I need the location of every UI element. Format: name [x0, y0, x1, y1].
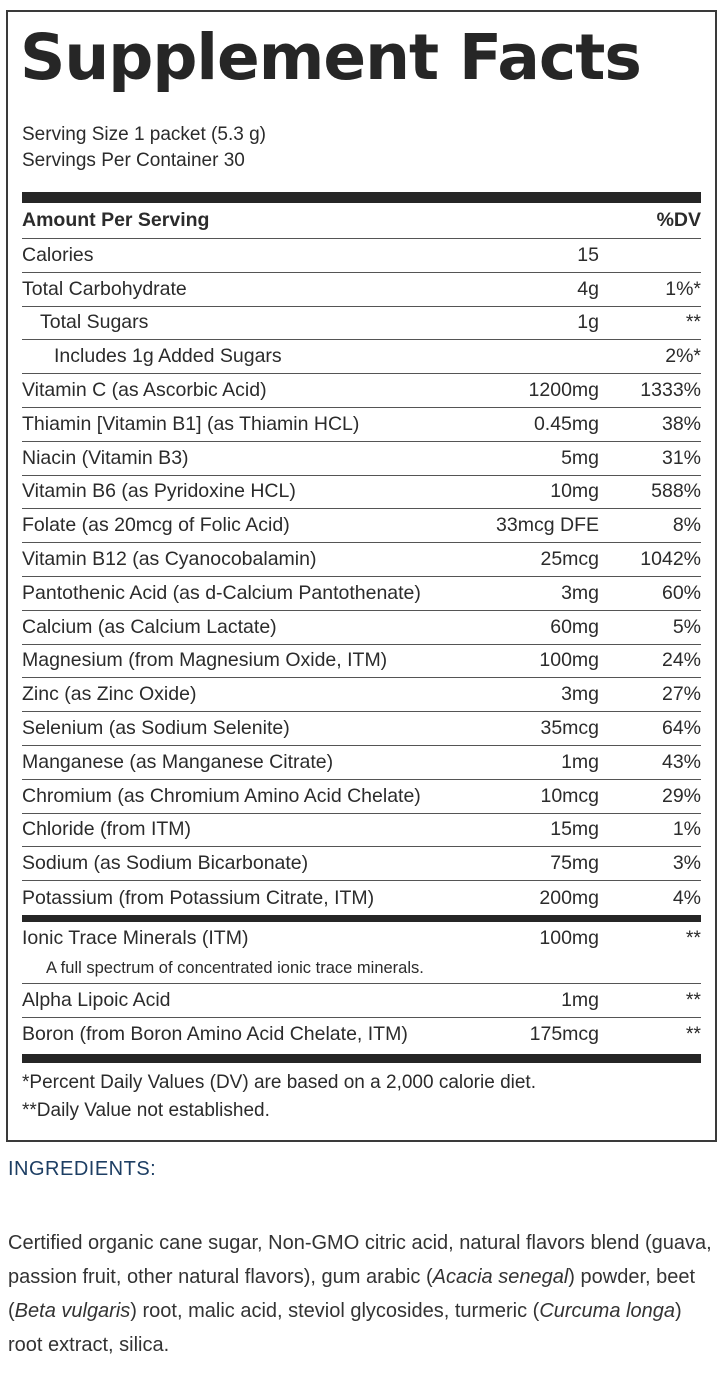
- row-name: Magnesium (from Magnesium Oxide, ITM): [22, 649, 388, 672]
- table-header: [22, 203, 701, 239]
- row-dv: 31%: [661, 446, 701, 469]
- table-row: [22, 922, 701, 956]
- row-dv: 4%: [672, 886, 701, 909]
- row-amount: 15mg: [550, 818, 599, 841]
- table-row: [22, 712, 701, 746]
- footnotes: [22, 1063, 701, 1125]
- row-amount: 35mcg: [540, 717, 599, 740]
- row-amount: 1mg: [561, 988, 599, 1011]
- row-name: Calcium (as Calcium Lactate): [22, 615, 277, 638]
- table-row: [22, 847, 701, 881]
- row-name: Vitamin B12 (as Cyanocobalamin): [22, 548, 317, 571]
- row-dv: 64%: [661, 717, 701, 740]
- row-dv: 27%: [661, 683, 701, 706]
- medium-divider: [22, 915, 701, 922]
- row-dv: 588%: [651, 480, 701, 503]
- row-dv: 1%: [672, 818, 701, 841]
- table-row: [22, 746, 701, 780]
- row-amount: 0.45mg: [533, 412, 599, 435]
- row-name: Calories: [22, 243, 94, 266]
- row-dv: 43%: [661, 750, 701, 773]
- table-row: [22, 780, 701, 814]
- row-amount: 10mg: [550, 480, 599, 503]
- row-name: Total Sugars: [40, 311, 149, 334]
- table-row: [22, 476, 701, 510]
- row-dv: 1%*: [665, 277, 701, 300]
- table-row: [22, 1018, 701, 1052]
- table-row: [22, 408, 701, 442]
- row-name: Pantothenic Acid (as d-Calcium Pantothenate): [22, 581, 421, 604]
- table-row: [22, 509, 701, 543]
- row-name: Vitamin B6 (as Pyridoxine HCL): [22, 480, 296, 503]
- ingredients-heading: INGREDIENTS:: [8, 1158, 157, 1180]
- itm-note: A full spectrum of concentrated ionic trace minerals.: [22, 956, 701, 984]
- row-amount: 175mcg: [529, 1023, 599, 1046]
- row-dv: 8%: [672, 514, 701, 537]
- row-amount: 3mg: [561, 581, 599, 604]
- ingredients-part: ) root, malic acid, steviol glycosides, turmeric (: [130, 1300, 540, 1322]
- row-amount: 3mg: [561, 683, 599, 706]
- ingredients-part: ) powder, beet (: [8, 1266, 696, 1322]
- table-row: [22, 273, 701, 307]
- row-dv: 60%: [661, 581, 701, 604]
- row-amount: 10mcg: [540, 784, 599, 807]
- ingredients-part: Certified organic cane sugar, Non-GMO citric acid, natural flavors blend (guava, passion fruit, other natural flavors), gum arabic (: [8, 1232, 712, 1288]
- row-name: Thiamin [Vitamin B1] (as Thiamin HCL): [22, 412, 360, 435]
- ingredients-italic: Acacia senegal: [432, 1266, 569, 1288]
- row-amount: 200mg: [539, 886, 599, 909]
- table-row: [22, 442, 701, 476]
- panel-title: Supplement Facts: [20, 21, 641, 94]
- row-name: Folate (as 20mcg of Folic Acid): [22, 514, 290, 537]
- row-dv: 2%*: [665, 345, 701, 368]
- row-name: Potassium (from Potassium Citrate, ITM): [22, 886, 375, 909]
- serving-size: Serving Size 1 packet (5.3 g): [22, 124, 266, 145]
- row-name: Vitamin C (as Ascorbic Acid): [22, 379, 267, 402]
- serving-info: [22, 122, 701, 174]
- row-amount: 1200mg: [528, 379, 599, 402]
- row-dv: **: [685, 311, 701, 334]
- nutrient-rows: [22, 239, 701, 915]
- row-name: Chromium (as Chromium Amino Acid Chelate): [22, 784, 421, 807]
- row-amount: 5mg: [561, 446, 599, 469]
- footnote-not-established: **Daily Value not established.: [22, 1099, 270, 1121]
- table-row: [22, 307, 701, 341]
- table-row: [22, 340, 701, 374]
- row-dv: 38%: [661, 412, 701, 435]
- row-dv: 1042%: [640, 548, 701, 571]
- servings-per-container: Servings Per Container 30: [22, 150, 245, 171]
- row-dv: 3%: [672, 852, 701, 875]
- row-dv: **: [685, 1023, 701, 1046]
- row-amount: 15: [577, 243, 599, 266]
- row-amount: 100mg: [539, 649, 599, 672]
- supplement-facts-panel: [6, 10, 717, 1142]
- table-row: [22, 374, 701, 408]
- ingredients-italic: Curcuma longa: [539, 1300, 675, 1322]
- table-row: [22, 881, 701, 915]
- row-name: Chloride (from ITM): [22, 818, 192, 841]
- table-row: [22, 543, 701, 577]
- thick-divider: [22, 1054, 701, 1063]
- header-dv: %DV: [656, 209, 701, 231]
- row-amount: 4g: [577, 277, 599, 300]
- row-amount: 33mcg DFE: [496, 514, 599, 537]
- row-name: Alpha Lipoic Acid: [22, 988, 171, 1011]
- row-dv: 5%: [672, 615, 701, 638]
- ingredients-italic: Beta vulgaris: [14, 1300, 131, 1322]
- row-amount: 1mg: [561, 750, 599, 773]
- row-name: Manganese (as Manganese Citrate): [22, 750, 334, 773]
- table-row: [22, 645, 701, 679]
- row-amount: 100mg: [539, 927, 599, 950]
- row-name: Selenium (as Sodium Selenite): [22, 717, 290, 740]
- row-name: Zinc (as Zinc Oxide): [22, 683, 197, 706]
- ingredients-text: [8, 1226, 716, 1362]
- row-dv: 1333%: [640, 379, 701, 402]
- row-name: Ionic Trace Minerals (ITM): [22, 927, 249, 950]
- table-row: [22, 611, 701, 645]
- row-dv: 29%: [661, 784, 701, 807]
- row-amount: 1g: [577, 311, 599, 334]
- row-name: Total Carbohydrate: [22, 277, 187, 300]
- row-name: Includes 1g Added Sugars: [54, 345, 282, 368]
- row-amount: 75mg: [550, 852, 599, 875]
- header-amount: Amount Per Serving: [22, 209, 210, 231]
- table-row: [22, 678, 701, 712]
- row-name: Niacin (Vitamin B3): [22, 446, 189, 469]
- row-amount: 25mcg: [540, 548, 599, 571]
- row-name: Boron (from Boron Amino Acid Chelate, ITM): [22, 1023, 408, 1046]
- thick-divider: [22, 192, 701, 203]
- ingredients-part: ) root extract, silica.: [8, 1300, 682, 1356]
- row-dv: **: [685, 988, 701, 1011]
- row-amount: 60mg: [550, 615, 599, 638]
- footnote-dv: *Percent Daily Values (DV) are based on a 2,000 calorie diet.: [22, 1071, 536, 1093]
- table-row: [22, 239, 701, 273]
- table-row: [22, 577, 701, 611]
- row-dv: 24%: [661, 649, 701, 672]
- row-name: Sodium (as Sodium Bicarbonate): [22, 852, 309, 875]
- table-row: [22, 814, 701, 848]
- row-dv: **: [685, 927, 701, 950]
- table-row: [22, 984, 701, 1018]
